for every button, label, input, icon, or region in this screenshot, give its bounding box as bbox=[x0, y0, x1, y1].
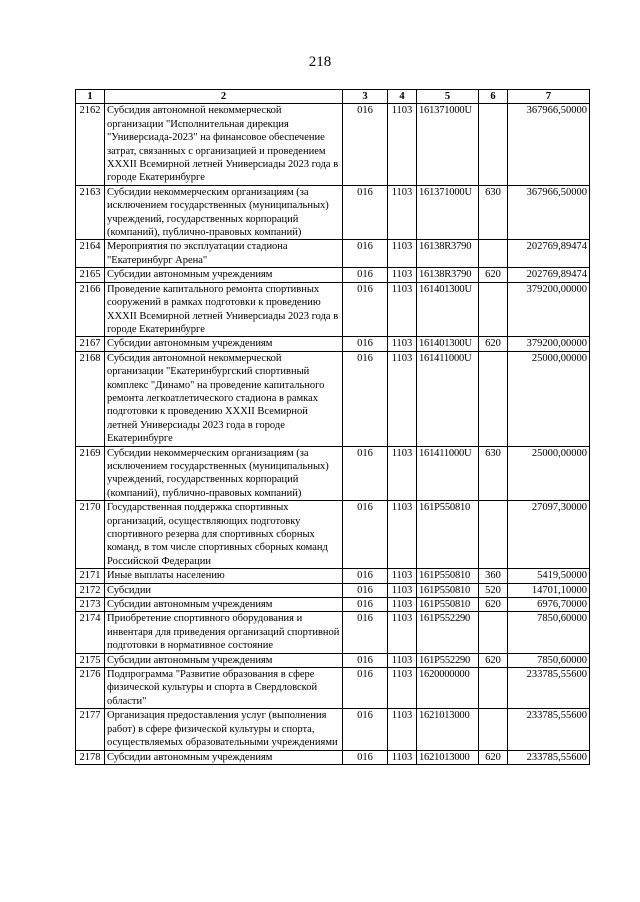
col-header: 7 bbox=[508, 90, 590, 104]
page-number: 218 bbox=[308, 54, 332, 70]
amount: 25000,00000 bbox=[508, 446, 590, 501]
section-code: 1103 bbox=[388, 653, 417, 667]
amount: 233785,55600 bbox=[508, 750, 590, 764]
section-code: 1103 bbox=[388, 240, 417, 268]
expense-type-code: 620 bbox=[479, 750, 508, 764]
amount: 7850,60000 bbox=[508, 653, 590, 667]
table-row bbox=[76, 583, 590, 597]
section-code: 1103 bbox=[388, 668, 417, 709]
row-name: Субсидии автономным учреждениям bbox=[105, 337, 343, 351]
table-row bbox=[76, 668, 590, 709]
ministry-code: 016 bbox=[343, 653, 388, 667]
ministry-code: 016 bbox=[343, 337, 388, 351]
expense-type-code bbox=[479, 501, 508, 569]
target-code: 161371000U bbox=[417, 185, 479, 240]
section-code: 1103 bbox=[388, 569, 417, 583]
amount: 25000,00000 bbox=[508, 351, 590, 446]
ministry-code: 016 bbox=[343, 709, 388, 750]
expense-type-code bbox=[479, 104, 508, 185]
row-name: Организация предоставления услуг (выполнения работ) в сфере физической культуры и спорта, осуществляемых образовательными учреждениями bbox=[105, 709, 343, 750]
table-row bbox=[76, 104, 590, 185]
target-code: 161401300U bbox=[417, 282, 479, 337]
expense-type-code: 630 bbox=[479, 185, 508, 240]
section-code: 1103 bbox=[388, 501, 417, 569]
section-code: 1103 bbox=[388, 104, 417, 185]
row-name: Приобретение спортивного оборудования и инвентаря для приведения организаций спортивной подготовки в нормативное состояние bbox=[105, 612, 343, 653]
row-number: 2170 bbox=[76, 501, 105, 569]
amount: 379200,00000 bbox=[508, 282, 590, 337]
row-number: 2178 bbox=[76, 750, 105, 764]
row-number: 2166 bbox=[76, 282, 105, 337]
table-row bbox=[76, 569, 590, 583]
ministry-code: 016 bbox=[343, 268, 388, 282]
table-row bbox=[76, 750, 590, 764]
ministry-code: 016 bbox=[343, 583, 388, 597]
expense-type-code bbox=[479, 668, 508, 709]
amount: 379200,00000 bbox=[508, 337, 590, 351]
target-code: 161411000U bbox=[417, 351, 479, 446]
row-number: 2176 bbox=[76, 668, 105, 709]
section-code: 1103 bbox=[388, 612, 417, 653]
row-name: Проведение капитального ремонта спортивных сооружений в рамках подготовки к проведению XXXII Всемирной летней Универсиады 2023 года в городе Екатеринбурге bbox=[105, 282, 343, 337]
amount: 14701,10000 bbox=[508, 583, 590, 597]
ministry-code: 016 bbox=[343, 282, 388, 337]
table-row bbox=[76, 282, 590, 337]
amount: 233785,55600 bbox=[508, 668, 590, 709]
amount: 367966,50000 bbox=[508, 104, 590, 185]
amount: 27097,30000 bbox=[508, 501, 590, 569]
ministry-code: 016 bbox=[343, 750, 388, 764]
table-row bbox=[76, 598, 590, 612]
target-code: 1621013000 bbox=[417, 750, 479, 764]
target-code: 161371000U bbox=[417, 104, 479, 185]
row-name: Государственная поддержка спортивных организаций, осуществляющих подготовку спортивного резерва для спортивных сборных команд, в том числе спортивных сборных команд Российской Федерации bbox=[105, 501, 343, 569]
table-row bbox=[76, 351, 590, 446]
table-row bbox=[76, 653, 590, 667]
row-number: 2164 bbox=[76, 240, 105, 268]
ministry-code: 016 bbox=[343, 501, 388, 569]
row-number: 2162 bbox=[76, 104, 105, 185]
col-header: 1 bbox=[76, 90, 105, 104]
target-code: 161P550810 bbox=[417, 501, 479, 569]
target-code: 1621013000 bbox=[417, 709, 479, 750]
amount: 233785,55600 bbox=[508, 709, 590, 750]
col-header: 2 bbox=[105, 90, 343, 104]
section-code: 1103 bbox=[388, 351, 417, 446]
header-row bbox=[76, 90, 590, 104]
ministry-code: 016 bbox=[343, 240, 388, 268]
expense-type-code: 360 bbox=[479, 569, 508, 583]
ministry-code: 016 bbox=[343, 185, 388, 240]
amount: 7850,60000 bbox=[508, 612, 590, 653]
expense-type-code: 620 bbox=[479, 337, 508, 351]
expense-type-code: 620 bbox=[479, 268, 508, 282]
col-header: 3 bbox=[343, 90, 388, 104]
expense-type-code: 520 bbox=[479, 583, 508, 597]
row-name: Субсидия автономной некоммерческой организации "Исполнительная дирекция "Универсиада-2023" на финансовое обеспечение затрат, связанных с организацией и проведением XXXII Всемирной летней Универсиады 2023 года в городе Екатеринбурге bbox=[105, 104, 343, 185]
ministry-code: 016 bbox=[343, 598, 388, 612]
expense-type-code: 630 bbox=[479, 446, 508, 501]
target-code: 16138R3790 bbox=[417, 240, 479, 268]
table-row bbox=[76, 185, 590, 240]
expense-type-code bbox=[479, 282, 508, 337]
row-name: Иные выплаты населению bbox=[105, 569, 343, 583]
target-code: 16138R3790 bbox=[417, 268, 479, 282]
section-code: 1103 bbox=[388, 598, 417, 612]
section-code: 1103 bbox=[388, 583, 417, 597]
expense-type-code: 620 bbox=[479, 653, 508, 667]
row-number: 2165 bbox=[76, 268, 105, 282]
amount: 5419,50000 bbox=[508, 569, 590, 583]
row-number: 2175 bbox=[76, 653, 105, 667]
table-row bbox=[76, 612, 590, 653]
table-row bbox=[76, 268, 590, 282]
expense-type-code bbox=[479, 240, 508, 268]
section-code: 1103 bbox=[388, 268, 417, 282]
target-code: 161P550810 bbox=[417, 598, 479, 612]
col-header: 5 bbox=[417, 90, 479, 104]
row-name: Субсидии некоммерческим организациям (за исключением государственных (муниципальных) учреждений, государственных корпораций (компаний), публично-правовых компаний) bbox=[105, 446, 343, 501]
target-code: 161P552290 bbox=[417, 612, 479, 653]
section-code: 1103 bbox=[388, 337, 417, 351]
table-row bbox=[76, 446, 590, 501]
row-number: 2174 bbox=[76, 612, 105, 653]
ministry-code: 016 bbox=[343, 668, 388, 709]
budget-table bbox=[75, 89, 590, 765]
row-name: Подпрограмма "Развитие образования в сфере физической культуры и спорта в Свердловской области" bbox=[105, 668, 343, 709]
table-row bbox=[76, 709, 590, 750]
row-name: Субсидии автономным учреждениям bbox=[105, 598, 343, 612]
ministry-code: 016 bbox=[343, 569, 388, 583]
row-name: Мероприятия по эксплуатации стадиона "Екатеринбург Арена" bbox=[105, 240, 343, 268]
row-number: 2172 bbox=[76, 583, 105, 597]
table-row bbox=[76, 501, 590, 569]
section-code: 1103 bbox=[388, 282, 417, 337]
row-number: 2167 bbox=[76, 337, 105, 351]
target-code: 161411000U bbox=[417, 446, 479, 501]
target-code: 1620000000 bbox=[417, 668, 479, 709]
row-name: Субсидии некоммерческим организациям (за исключением государственных (муниципальных) учреждений, государственных корпораций (компаний), публично-правовых компаний) bbox=[105, 185, 343, 240]
section-code: 1103 bbox=[388, 709, 417, 750]
expense-type-code: 620 bbox=[479, 598, 508, 612]
ministry-code: 016 bbox=[343, 612, 388, 653]
col-header: 6 bbox=[479, 90, 508, 104]
row-name: Субсидии автономным учреждениям bbox=[105, 750, 343, 764]
row-number: 2171 bbox=[76, 569, 105, 583]
ministry-code: 016 bbox=[343, 104, 388, 185]
row-number: 2163 bbox=[76, 185, 105, 240]
row-name: Субсидии автономным учреждениям bbox=[105, 653, 343, 667]
amount: 6976,70000 bbox=[508, 598, 590, 612]
row-number: 2168 bbox=[76, 351, 105, 446]
table-row bbox=[76, 240, 590, 268]
row-name: Субсидии автономным учреждениям bbox=[105, 268, 343, 282]
row-name: Субсидия автономной некоммерческой организации "Екатеринбургский спортивный комплекс "Динамо" на проведение капитального ремонта легкоатлетического стадиона в рамках подготовки к проведению XXXII Всемирной летней Универсиады 2023 года в городе Екатеринбурге bbox=[105, 351, 343, 446]
amount: 202769,89474 bbox=[508, 268, 590, 282]
expense-type-code bbox=[479, 351, 508, 446]
amount: 367966,50000 bbox=[508, 185, 590, 240]
target-code: 161P552290 bbox=[417, 653, 479, 667]
section-code: 1103 bbox=[388, 185, 417, 240]
target-code: 161P550810 bbox=[417, 569, 479, 583]
row-name: Субсидии bbox=[105, 583, 343, 597]
amount: 202769,89474 bbox=[508, 240, 590, 268]
section-code: 1103 bbox=[388, 446, 417, 501]
row-number: 2173 bbox=[76, 598, 105, 612]
target-code: 161401300U bbox=[417, 337, 479, 351]
expense-type-code bbox=[479, 709, 508, 750]
section-code: 1103 bbox=[388, 750, 417, 764]
row-number: 2169 bbox=[76, 446, 105, 501]
ministry-code: 016 bbox=[343, 351, 388, 446]
ministry-code: 016 bbox=[343, 446, 388, 501]
target-code: 161P550810 bbox=[417, 583, 479, 597]
col-header: 4 bbox=[388, 90, 417, 104]
table-row bbox=[76, 337, 590, 351]
expense-type-code bbox=[479, 612, 508, 653]
row-number: 2177 bbox=[76, 709, 105, 750]
